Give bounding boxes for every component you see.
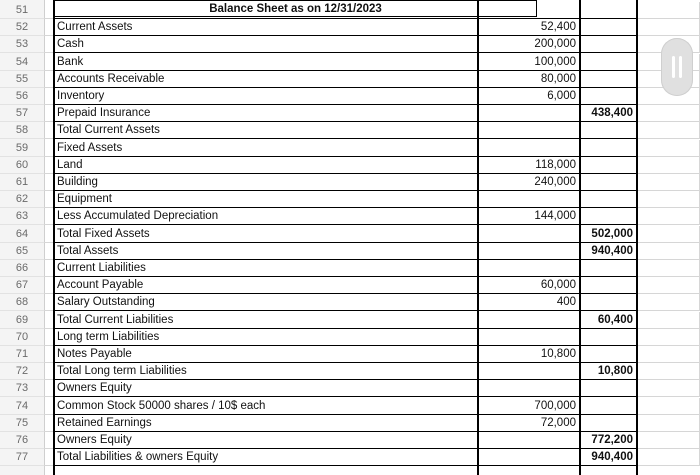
row-number[interactable]: 60 bbox=[0, 157, 44, 174]
total-cell[interactable] bbox=[580, 36, 637, 53]
amount-cell[interactable] bbox=[478, 312, 580, 329]
sheet-row bbox=[44, 380, 700, 397]
cell-e[interactable] bbox=[637, 415, 700, 432]
row-number[interactable]: 70 bbox=[0, 329, 44, 346]
cell-e[interactable] bbox=[637, 294, 700, 311]
label-cell[interactable]: Owners Equity bbox=[54, 432, 478, 449]
sheet-row bbox=[44, 122, 700, 139]
sheet-row bbox=[44, 88, 700, 105]
total-cell[interactable]: 502,000 bbox=[580, 226, 637, 243]
cell-e[interactable] bbox=[637, 432, 700, 449]
sheet-row bbox=[44, 260, 700, 277]
total-cell[interactable] bbox=[580, 260, 637, 277]
row-number[interactable]: 57 bbox=[0, 105, 44, 122]
row-number[interactable]: 69 bbox=[0, 312, 44, 329]
cell-e[interactable] bbox=[637, 191, 700, 208]
total-cell[interactable] bbox=[580, 294, 637, 311]
label-cell[interactable]: Total Fixed Assets bbox=[54, 226, 478, 243]
amount-cell[interactable]: 6,000 bbox=[478, 88, 580, 105]
total-cell[interactable] bbox=[580, 71, 637, 88]
outline-left bbox=[53, 0, 55, 475]
sheet-row bbox=[44, 36, 700, 53]
sheet-row bbox=[44, 432, 700, 449]
label-cell[interactable]: Account Payable bbox=[54, 277, 478, 294]
label-cell[interactable]: Total Long term Liabilities bbox=[54, 363, 478, 380]
row-number[interactable]: 65 bbox=[0, 243, 44, 260]
cell-e[interactable] bbox=[637, 208, 700, 225]
scroll-handle[interactable] bbox=[661, 38, 693, 96]
row-number[interactable]: 64 bbox=[0, 226, 44, 243]
cell-e[interactable] bbox=[637, 260, 700, 277]
amount-cell[interactable] bbox=[478, 122, 580, 139]
label-cell[interactable]: Total Current Assets bbox=[54, 122, 478, 139]
row-number[interactable]: 75 bbox=[0, 415, 44, 432]
label-cell[interactable]: Cash bbox=[54, 36, 478, 53]
row-number[interactable]: 58 bbox=[0, 122, 44, 139]
cell-e[interactable] bbox=[637, 363, 700, 380]
total-cell[interactable] bbox=[580, 122, 637, 139]
amount-cell[interactable]: 60,000 bbox=[478, 277, 580, 294]
sheet-row bbox=[44, 174, 700, 191]
cell-e[interactable] bbox=[637, 226, 700, 243]
amount-cell[interactable] bbox=[478, 449, 580, 466]
cell-e[interactable] bbox=[637, 312, 700, 329]
label-cell[interactable]: Bank bbox=[54, 54, 478, 71]
amount-cell[interactable] bbox=[478, 140, 580, 157]
cell-e[interactable] bbox=[637, 174, 700, 191]
label-cell[interactable]: Equipment bbox=[54, 191, 478, 208]
sheet-row bbox=[44, 191, 700, 208]
row-number[interactable]: 61 bbox=[0, 174, 44, 191]
amount-cell[interactable]: 52,400 bbox=[478, 19, 580, 36]
label-cell[interactable]: Salary Outstanding bbox=[54, 294, 478, 311]
total-cell[interactable]: 940,400 bbox=[580, 449, 637, 466]
amount-cell[interactable]: 100,000 bbox=[478, 54, 580, 71]
amount-cell[interactable]: 144,000 bbox=[478, 208, 580, 225]
label-cell[interactable]: Less Accumulated Depreciation bbox=[54, 208, 478, 225]
sheet-row bbox=[44, 243, 700, 260]
row-number[interactable]: 62 bbox=[0, 191, 44, 208]
amount-cell[interactable] bbox=[478, 329, 580, 346]
total-cell[interactable]: 60,400 bbox=[580, 312, 637, 329]
row-number[interactable]: 68 bbox=[0, 294, 44, 311]
row-number[interactable]: 73 bbox=[0, 380, 44, 397]
amount-cell[interactable]: 10,800 bbox=[478, 346, 580, 363]
cell-e[interactable] bbox=[637, 157, 700, 174]
amount-cell[interactable] bbox=[478, 191, 580, 208]
total-cell[interactable] bbox=[580, 415, 637, 432]
label-cell[interactable]: Current Liabilities bbox=[54, 260, 478, 277]
grip-icon bbox=[679, 56, 682, 78]
row-number[interactable]: 63 bbox=[0, 208, 44, 225]
row-number[interactable]: 56 bbox=[0, 88, 44, 105]
sheet-row bbox=[44, 312, 700, 329]
sheet-row bbox=[44, 140, 700, 157]
total-cell[interactable]: 10,800 bbox=[580, 363, 637, 380]
row-number[interactable]: 59 bbox=[0, 140, 44, 157]
label-cell[interactable]: Common Stock 50000 shares / 10$ each bbox=[54, 398, 478, 415]
cell-e[interactable] bbox=[637, 122, 700, 139]
total-cell[interactable] bbox=[580, 346, 637, 363]
cell-e[interactable] bbox=[637, 105, 700, 122]
label-cell[interactable]: Fixed Assets bbox=[54, 140, 478, 157]
total-cell[interactable] bbox=[580, 140, 637, 157]
cell-e[interactable] bbox=[637, 243, 700, 260]
sheet-row bbox=[44, 363, 700, 380]
row-number[interactable]: 54 bbox=[0, 54, 44, 71]
amount-cell[interactable] bbox=[478, 380, 580, 397]
sheet-row bbox=[44, 157, 700, 174]
total-cell[interactable]: 438,400 bbox=[580, 105, 637, 122]
total-cell[interactable] bbox=[580, 329, 637, 346]
amount-cell[interactable]: 80,000 bbox=[478, 71, 580, 88]
row-number[interactable]: 74 bbox=[0, 398, 44, 415]
sheet-row bbox=[44, 105, 700, 122]
sheet-row bbox=[44, 398, 700, 415]
label-cell[interactable]: Accounts Receivable bbox=[54, 71, 478, 88]
label-cell[interactable]: Building bbox=[54, 174, 478, 191]
amount-cell[interactable]: 72,000 bbox=[478, 415, 580, 432]
outline-amount-right bbox=[579, 0, 581, 475]
sheet-row bbox=[44, 226, 700, 243]
total-cell[interactable] bbox=[580, 277, 637, 294]
label-cell[interactable]: Owners Equity bbox=[54, 380, 478, 397]
sheet-row bbox=[44, 329, 700, 346]
row-number[interactable]: 67 bbox=[0, 277, 44, 294]
cell-e[interactable] bbox=[637, 346, 700, 363]
sheet-row bbox=[44, 54, 700, 71]
amount-cell[interactable] bbox=[478, 226, 580, 243]
total-cell[interactable] bbox=[580, 2, 637, 19]
row-number[interactable]: 66 bbox=[0, 260, 44, 277]
label-cell[interactable]: Total Current Liabilities bbox=[54, 312, 478, 329]
label-cell[interactable]: Long term Liabilities bbox=[54, 329, 478, 346]
label-cell[interactable]: Inventory bbox=[54, 88, 478, 105]
amount-cell[interactable]: 240,000 bbox=[478, 174, 580, 191]
total-cell[interactable] bbox=[580, 157, 637, 174]
sheet-title[interactable]: Balance Sheet as on 12/31/2023 bbox=[54, 0, 537, 17]
amount-cell[interactable] bbox=[478, 432, 580, 449]
total-cell[interactable] bbox=[580, 19, 637, 36]
label-cell[interactable]: Total Liabilities & owners Equity bbox=[54, 449, 478, 466]
total-cell[interactable] bbox=[580, 191, 637, 208]
amount-cell[interactable] bbox=[478, 243, 580, 260]
label-cell[interactable]: Prepaid Insurance bbox=[54, 105, 478, 122]
total-cell[interactable] bbox=[580, 88, 637, 105]
grip-icon bbox=[672, 56, 675, 78]
amount-cell[interactable]: 700,000 bbox=[478, 398, 580, 415]
sheet-row bbox=[44, 277, 700, 294]
row-number[interactable]: 52 bbox=[0, 19, 44, 36]
row-number[interactable]: 51 bbox=[0, 2, 44, 19]
amount-cell[interactable] bbox=[478, 363, 580, 380]
row-number[interactable]: 72 bbox=[0, 363, 44, 380]
row-number[interactable]: 53 bbox=[0, 36, 44, 53]
sheet-row bbox=[44, 19, 700, 36]
label-cell[interactable]: Total Assets bbox=[54, 243, 478, 260]
total-cell[interactable]: 940,400 bbox=[580, 243, 637, 260]
total-cell[interactable] bbox=[580, 174, 637, 191]
sheet-row bbox=[44, 449, 700, 466]
total-cell[interactable]: 772,200 bbox=[580, 432, 637, 449]
amount-cell[interactable] bbox=[478, 105, 580, 122]
row-number[interactable]: 55 bbox=[0, 71, 44, 88]
sheet-row bbox=[44, 346, 700, 363]
row-number[interactable]: 76 bbox=[0, 432, 44, 449]
label-cell[interactable]: Land bbox=[54, 157, 478, 174]
total-cell[interactable] bbox=[580, 54, 637, 71]
label-cell[interactable]: Notes Payable bbox=[54, 346, 478, 363]
row-number[interactable]: 77 bbox=[0, 449, 44, 466]
amount-cell[interactable]: 118,000 bbox=[478, 157, 580, 174]
total-cell[interactable] bbox=[580, 398, 637, 415]
amount-cell[interactable]: 200,000 bbox=[478, 36, 580, 53]
cell-e[interactable] bbox=[637, 380, 700, 397]
amount-cell[interactable] bbox=[478, 260, 580, 277]
outline-amount-left bbox=[477, 0, 479, 475]
label-cell[interactable]: Retained Earnings bbox=[54, 415, 478, 432]
cell-e[interactable] bbox=[637, 140, 700, 157]
cell-e[interactable] bbox=[637, 329, 700, 346]
cell-e[interactable] bbox=[637, 277, 700, 294]
row-number[interactable]: 71 bbox=[0, 346, 44, 363]
total-cell[interactable] bbox=[580, 380, 637, 397]
cell-e[interactable] bbox=[637, 2, 700, 19]
sheet-row bbox=[44, 71, 700, 88]
row-header-column bbox=[0, 0, 45, 475]
cell-e[interactable] bbox=[637, 19, 700, 36]
total-cell[interactable] bbox=[580, 208, 637, 225]
label-cell[interactable]: Current Assets bbox=[54, 19, 478, 36]
amount-cell[interactable]: 400 bbox=[478, 294, 580, 311]
sheet-row bbox=[44, 208, 700, 225]
sheet-row bbox=[44, 294, 700, 311]
outline-total-right bbox=[636, 0, 638, 475]
sheet-row bbox=[44, 415, 700, 432]
cell-e[interactable] bbox=[637, 449, 700, 466]
cell-e[interactable] bbox=[637, 398, 700, 415]
